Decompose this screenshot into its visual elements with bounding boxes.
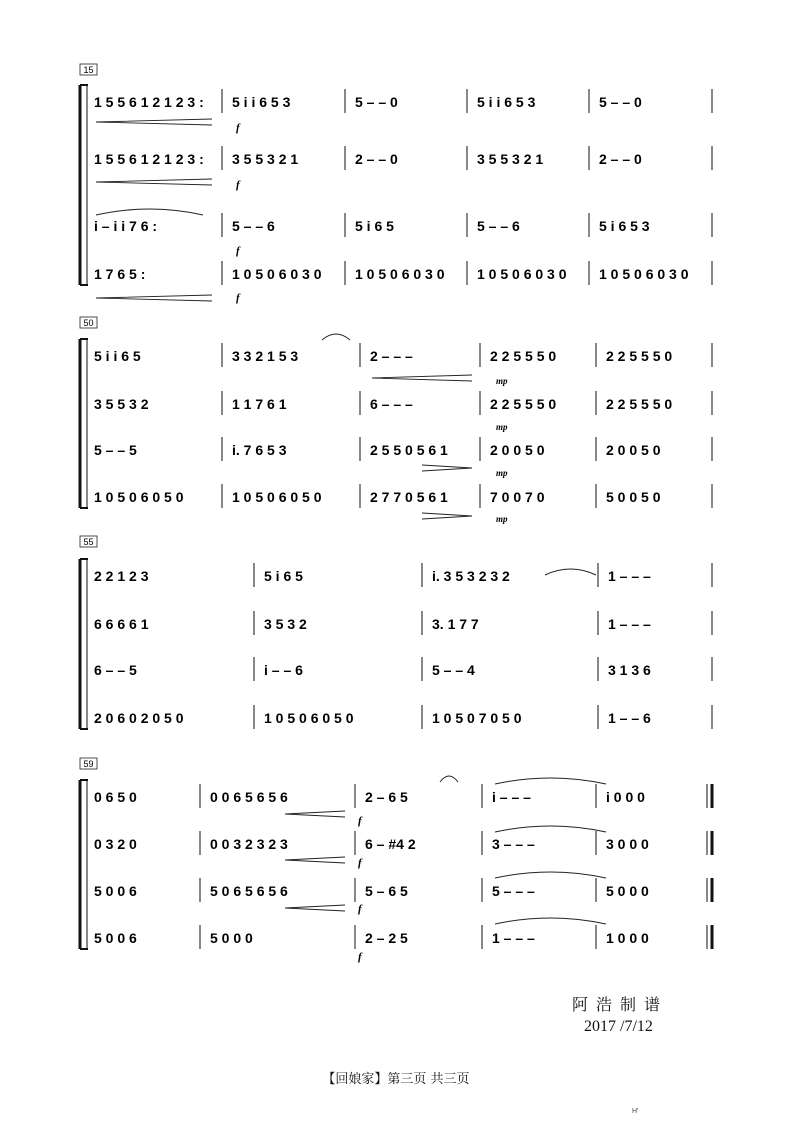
measure-notes: 3 3 2 1 5 3 <box>232 348 299 364</box>
dynamic-mezzo-piano: mp <box>496 422 508 432</box>
measure-notes: 2 0 0 5 0 <box>490 442 545 458</box>
measure-notes: i 0 0 0 <box>606 789 645 805</box>
measure-notes: 5 i 6 5 3 <box>599 218 650 234</box>
measure-number: 59 <box>83 759 94 769</box>
measure-notes: 2 2 5 5 5 0 <box>606 348 673 364</box>
measure-notes: 5 0 0 0 <box>210 930 253 946</box>
measure-notes: 0 0 3 2 3 2 3 <box>210 836 288 852</box>
measure-notes: 3 0 0 0 <box>606 836 649 852</box>
measure-notes: 5 – – 6 <box>232 218 275 234</box>
measure-notes: 1 7 6 5 : <box>94 266 146 282</box>
crescendo-hairpin <box>96 119 212 125</box>
measure-notes: 5 0 0 0 <box>606 883 649 899</box>
measure-notes: 1 – – – <box>608 568 651 584</box>
measure-notes: 1 0 5 0 6 0 3 0 <box>477 266 567 282</box>
dynamic-forte: f <box>236 292 240 304</box>
measure-number: 50 <box>83 318 94 328</box>
stray-mark: H' <box>632 1108 639 1115</box>
measure-notes: 5 i 6 5 <box>355 218 394 234</box>
measure-notes: 1 0 5 0 6 0 3 0 <box>355 266 445 282</box>
measure-notes: i. 3 5 3 2 3 2 <box>432 568 510 584</box>
measure-notes: 2 – 2 5 <box>365 930 408 946</box>
decrescendo-hairpin <box>422 465 472 471</box>
slur <box>495 918 606 924</box>
score-system <box>80 317 712 508</box>
measure-notes: 6 6 6 6 1 <box>94 616 149 632</box>
crescendo-hairpin <box>372 375 472 381</box>
measure-notes: 2 2 5 5 5 0 <box>490 348 557 364</box>
measure-notes: 1 1 7 6 1 <box>232 396 287 412</box>
measure-notes: 5 – – 6 <box>477 218 520 234</box>
dynamic-mezzo-piano: mp <box>496 468 508 478</box>
measure-number: 15 <box>83 65 94 75</box>
dynamic-mezzo-piano: mp <box>496 514 508 524</box>
dynamic-forte: f <box>358 903 362 915</box>
crescendo-hairpin <box>96 179 212 185</box>
slur <box>96 209 203 215</box>
measure-notes: 1 0 5 0 6 0 3 0 <box>232 266 322 282</box>
measure-notes: 5 i i 6 5 3 <box>477 94 536 110</box>
measure-notes: 5 – – 0 <box>355 94 398 110</box>
measure-notes: 6 – #4 2 <box>365 836 416 852</box>
measure-notes: 2 2 5 5 5 0 <box>606 396 673 412</box>
measure-notes: i – i i 7 6 : <box>94 218 158 234</box>
measure-notes: 0 3 2 0 <box>94 836 137 852</box>
measure-notes: 2 2 5 5 5 0 <box>490 396 557 412</box>
slur <box>495 872 606 878</box>
measure-notes: 5 0 0 6 <box>94 930 137 946</box>
dynamic-forte: f <box>236 122 240 134</box>
slur <box>440 776 458 782</box>
measure-notes: 0 6 5 0 <box>94 789 137 805</box>
measure-notes: 1 – – – <box>492 930 535 946</box>
dynamic-forte: f <box>358 951 362 963</box>
measure-notes: 3 1 3 6 <box>608 662 651 678</box>
measure-notes: 1 0 0 0 <box>606 930 649 946</box>
measure-notes: 1 5 5 6 1 2 1 2 3 : <box>94 94 204 110</box>
measure-notes: 1 – – 6 <box>608 710 651 726</box>
measure-notes: 2 – – 0 <box>355 151 398 167</box>
dynamic-forte: f <box>236 245 240 257</box>
slur <box>545 569 596 575</box>
dynamic-forte: f <box>236 179 240 191</box>
measure-notes: 6 – – – <box>370 396 413 412</box>
measure-notes: 2 2 1 2 3 <box>94 568 149 584</box>
measure-notes: 1 0 5 0 6 0 3 0 <box>599 266 689 282</box>
measure-notes: i – – – <box>492 789 531 805</box>
measure-notes: 5 – 6 5 <box>365 883 408 899</box>
measure-notes: 2 7 7 0 5 6 1 <box>370 489 448 505</box>
measure-notes: i. 7 6 5 3 <box>232 442 287 458</box>
measure-notes: 6 – – 5 <box>94 662 137 678</box>
page-footer: 【回娘家】第三页 共三页 <box>322 1072 470 1087</box>
dynamic-forte: f <box>358 815 362 827</box>
crescendo-hairpin <box>96 295 212 301</box>
measure-notes: 5 0 0 5 0 <box>606 489 661 505</box>
measure-notes: 1 – – – <box>608 616 651 632</box>
arranger-credit: 阿浩制谱 <box>572 995 669 1014</box>
measure-notes: 2 5 5 0 5 6 1 <box>370 442 448 458</box>
dynamic-forte: f <box>358 857 362 869</box>
measure-notes: 1 0 5 0 6 0 5 0 <box>232 489 322 505</box>
arrangement-date: 2017 /7/12 <box>584 1018 653 1035</box>
measure-notes: 5 0 0 6 <box>94 883 137 899</box>
measure-notes: 3 5 5 3 2 <box>94 396 149 412</box>
measure-notes: 3 5 3 2 <box>264 616 307 632</box>
measure-notes: 2 0 6 0 2 0 5 0 <box>94 710 184 726</box>
measure-notes: 2 – – 0 <box>599 151 642 167</box>
measure-notes: 3 5 5 3 2 1 <box>232 151 299 167</box>
measure-notes: 3. 1 7 7 <box>432 616 479 632</box>
measure-notes: 5 – – – <box>492 883 535 899</box>
score-system <box>80 758 712 949</box>
score-system <box>80 536 712 729</box>
measure-notes: 2 0 0 5 0 <box>606 442 661 458</box>
measure-notes: i – – 6 <box>264 662 303 678</box>
dynamic-mezzo-piano: mp <box>496 376 508 386</box>
decrescendo-hairpin <box>422 513 472 519</box>
measure-notes: 2 – 6 5 <box>365 789 408 805</box>
measure-notes: 5 – – 0 <box>599 94 642 110</box>
measure-notes: 1 0 5 0 7 0 5 0 <box>432 710 522 726</box>
crescendo-hairpin <box>285 811 345 817</box>
measure-notes: 5 i i 6 5 <box>94 348 141 364</box>
measure-notes: 5 i 6 5 <box>264 568 303 584</box>
slur <box>322 334 350 340</box>
crescendo-hairpin <box>285 905 345 911</box>
measure-number: 55 <box>83 537 94 547</box>
score-system <box>80 64 712 285</box>
measure-notes: 5 i i 6 5 3 <box>232 94 291 110</box>
measure-notes: 3 5 5 3 2 1 <box>477 151 544 167</box>
slur <box>495 778 606 784</box>
crescendo-hairpin <box>285 857 345 863</box>
measure-notes: 3 – – – <box>492 836 535 852</box>
measure-notes: 1 0 5 0 6 0 5 0 <box>94 489 184 505</box>
measure-notes: 1 0 5 0 6 0 5 0 <box>264 710 354 726</box>
measure-notes: 1 5 5 6 1 2 1 2 3 : <box>94 151 204 167</box>
measure-notes: 0 0 6 5 6 5 6 <box>210 789 288 805</box>
measure-notes: 2 – – – <box>370 348 413 364</box>
measure-notes: 5 0 6 5 6 5 6 <box>210 883 288 899</box>
measure-notes: 5 – – 4 <box>432 662 475 678</box>
measure-notes: 5 – – 5 <box>94 442 137 458</box>
measure-notes: 7 0 0 7 0 <box>490 489 545 505</box>
slur <box>495 826 606 832</box>
